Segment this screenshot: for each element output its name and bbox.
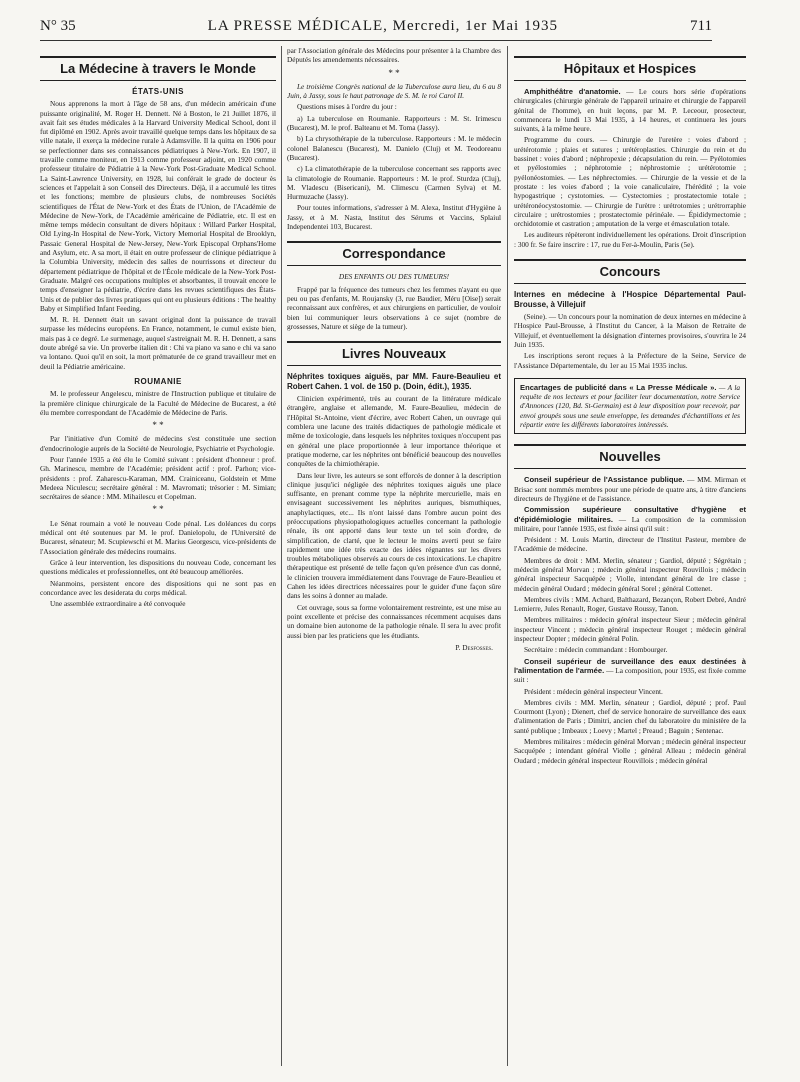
paragraph: b) La chrysothérapie de la tuberculose. Rapporteurs : M. le médecin colonel Balanescu (Bucarest), M. Danielo (Cluj) et M. Teodoreanu (Bucarest). <box>287 134 501 162</box>
section-title-correspondance: Correspondance <box>287 241 501 266</box>
section-title-concours: Concours <box>514 259 746 284</box>
item-text: — MM. Mirman et Brisac sont nommés membres pour une période de quatre ans, à titre d'anciens directeurs de l'hygiène et de l'assistance. <box>514 475 746 503</box>
subhead-etats-unis: ÉTATS-UNIS <box>132 87 184 96</box>
book-heading: Néphrites toxiques aiguës, par MM. Faure-Beaulieu et Robert Cahen. 1 vol. de 150 p. (Doin, édit.), 1935. <box>287 372 501 392</box>
paragraph: Clinicien expérimenté, très au courant de la littérature médicale étrangère, anglaise et allemande, M. Faure-Beaulieu, médecin de l'Hôpital St-Antoine, vient d'écrire, avec Robert Cahen, un ouvrage qui comblera une lacune des traités didactiques de pathologie médicale et même de toxicologie, dans lesquels les néphrites toxiques n'occupent pas en général une place proportionnée à leur importance théorique et pratique moderne, car les néphrites ont bénéficié beaucoup des nouvelles conquêtes de la chimiothérapie. <box>287 394 501 469</box>
paragraph: Questions mises à l'ordre du jour : <box>297 102 397 112</box>
header-rule <box>40 40 712 41</box>
subhead-roumanie: ROUMANIE <box>134 376 182 386</box>
paragraph: Néanmoins, persistent encore des dispositions qui ne sont pas en concordance avec les desiderata du corps médical. <box>40 578 276 597</box>
section-title-hopitaux: Hôpitaux et Hospices <box>514 56 746 81</box>
item-text: — Le cours hors série d'opérations chirurgicales (chirurgie générale de l'appareil urinaire et chirurgie de l'appareil génital de l'homme), en huit leçons, par M. P. Leceour, prosecteur, commencera le lundi 13 Mai 1935, à 14 heures, et continuera les jours suivants, à la même heure. <box>514 87 746 134</box>
section-title-medecine: La Médecine à travers le Monde <box>40 56 276 81</box>
paragraph: Membres civils : MM. Merlin, sénateur ; Gardiol, député ; prof. Paul Courmont (Lyon) ; Dienert, chef de service honoraire de surveillance des eaux d'alimentation de Paris ; Dimitri, ancien chef du laboratoire du ministère de la santé publique ; Imbeaux ; Loevy ; Martel ; Preaud ; Baguin ; Sentenac. <box>514 697 746 735</box>
separator-stars: * * <box>388 67 400 78</box>
paragraph: Président : médecin général inspecteur Vincent. <box>524 686 663 696</box>
paragraph: par l'Association générale des Médecins pour présenter à la Chambre des Députés les amendements nécessaires. <box>287 46 501 65</box>
section-title-nouvelles: Nouvelles <box>514 444 746 469</box>
paragraph: (Seine). — Un concours pour la nomination de deux internes en médecine à l'Hospice Paul-Brousse, à l'Institut du Cancer, à la Maison de Retraite de Villejuif, et éventuellement la désignation d'internes provisoires, s'ouvrira le 24 Juin 1935. <box>514 312 746 349</box>
column-middle <box>287 46 501 1066</box>
item-lead: Commission supérieure consultative d'hygiène et d'épidémiologie militaires. <box>514 505 746 524</box>
paragraph: Le troisième Congrès national de la Tuberculose aura lieu, du 6 au 8 Juin, à Jassy, sous le haut patronage de S. M. le roi Carol II. <box>287 81 501 101</box>
paragraph: Cet ouvrage, sous sa forme volontairement restreinte, est une mise au point excellente et précise des connaissances récemment acquises dans un domaine bien autonome de la pathologie rénale. Il sera lu avec profit aussi bien par les praticiens que les étudiants. <box>287 602 501 640</box>
paragraph: Pour toutes informations, s'adresser à M. Alexa, Institut d'Hygiène à Jassy, et à M. Nasta, Institut des Sérums et Vaccins, Splaiul Independentei 103, Bucarest. <box>287 203 501 232</box>
item-lead: Conseil supérieur de surveillance des eaux destinées à l'alimentation de l'armée. <box>514 656 746 675</box>
paragraph: Membres civils : MM. Achard, Balthazard, Bezançon, Robert Debré, André Lemierre, Jules Renault, Roger, Gustave Roussy, Tanon. <box>514 594 746 614</box>
page-number: 711 <box>690 17 712 34</box>
section-title-livres: Livres Nouveaux <box>287 341 501 366</box>
paragraph: Grâce à leur intervention, les dispositions du nouveau Code, concernant les questions médicales et professionnelles, ont été beaucoup améliorées. <box>40 557 276 577</box>
paragraph: M. R. H. Dennett était un savant original dont la puissance de travail surpasse les médecins européens. En France, notamment, le cumul existe bien, mais pas à ce degré. Le surmenage, auquel s'astreignait M. R. H. Dennett, a sans doute abrégé sa vie. Un proverbe italien dit : Chi va piano va sano e chi va sano va lontano. Quoi qu'il en soit, la mort prématurée de ce grand travailleur met en deuil la Pédiatrie américaine. <box>40 315 276 371</box>
column-divider <box>507 46 508 1066</box>
paragraph: Nous apprenons la mort à l'âge de 58 ans, d'un médecin américain d'une puissante originalité, M. Roger H. Dennett. Né à Boston, le 21 Juillet 1876, il avait fait ses études médicales à la Harvard University Medical School, dont il fut diplômé en 1902. Après avoir travaillé quelque temps dans les hôpitaux de sa ville natale, il exerça la médecine rurale à Adamsville. Il la quitta en 1906 pour se perfectionner dans ses connaissances pédiatriques à New-York. En 1907, il travaille comme moniteur, en 1913 comme professeur adjoint, en 1920 comme professeur titulaire de Pédiatrie à la New-York Post-Graduate Medical School. La Saint-Lawrence University, en 1928, lui conférait le grade de docteur ès sciences et l'appelait à son Conseil des Directeurs. Déjà, il a accumulé les titres et les fonctions; membre de plusieurs clubs, de nombreuses Sociétés scientifiques de l'État de New-York et des États de l'Union, de l'Académie de Médecine de New-York, de l'Académie américaine de Pédiatrie, etc. Il est en même temps médecin consultant de divers hôpitaux : Willard Parker Hospital, Old Lying-In Hospital de New-York, Victory Memorial Hospital de Brooklyn, Passaic General Hospital de New-Jersey, New-York Episcopal Orphans'Home and Asylum, etc. A sa mort, il était en outre professeur de clinique pédiatrique à la Columbia University, médecin des salles de nourrissons et directeur du département pédiatrique de l'hôpital et de l'École médicale de la New-York Post-Graduate. Malgré ces occupations multiples et absorbantes, il trouvait encore le temps d'enseigner la pédiatrie, d'écrire dans les revues scientifiques des États-Unis et de publier des livres pratiques qui ont eu plusieurs éditions : The healthy Baby et Simplified Infant Feeding. <box>40 99 276 313</box>
paragraph <box>514 657 746 685</box>
running-header <box>40 14 712 38</box>
item-text: — La composition de la commission militaire, pour l'année 1935, est fixée ainsi qu'il suit : <box>514 514 746 533</box>
item-text: — La composition, pour 1935, est fixée comme suit : <box>514 665 746 685</box>
paragraph: Pour l'année 1935 a été élu le Comité suivant : président d'honneur : prof. Gh. Marinescu, membre de l'Académie; président actif : prof. Parhon; vice-présidents : prof. Zaharescu-Karaman, MM. Crainiceanu, Goldstein et Mme Medeea Niculescu; secrétaire général : M. Mavromati; trésorier : M. Simian; secrétaires de séance : MM. Mihailescu et Copelman. <box>40 454 276 502</box>
paragraph: a) La tuberculose en Roumanie. Rapporteurs : M. St. Irimescu (Bucarest), M. le prof. Balteanu et M. Toma (Jassy). <box>287 113 501 133</box>
paragraph: Membres militaires : médecin général inspecteur Sieur ; médecin général inspecteur Vincent ; médecin général inspecteur Rouget ; médecin général inspecteur Dopter ; médecin général Polin. <box>514 615 746 644</box>
item-lead: Amphithéâtre d'anatomie. <box>524 87 621 96</box>
paragraph: Programme du cours. — Chirurgie de l'uretère : voies d'abord ; urétérotomie ; plaies et sutures ; urétéroplasties. Chirurgie du rein et du bassinet : voies d'abord ; néphropexie ; décapsulation du rein. — Pyélotomies et pyélostomies ; néphrotomie ; néphrostomie ; urétérotomie ; pyélonéostomies. — Les néphrectomies. — Chirurgie de la vessie et de la prostate : les voies d'abord ; la voie canaliculaire, l'hérédité ; la voie hypogastrique ; cystotomies. — Cystectomies ; prostatectomie totale ; urétéronéocystostomie. — Chirurgie de l'urètre : urétrotomies ; urétrorraphie circulaire ; urétrostomies ; prostatectomie périnéale. — Épididymectomie ; orchidotomie et castration ; amputation de la verge et émasculation totale. <box>514 135 746 229</box>
column-right <box>514 46 746 1066</box>
separator-stars: * * <box>152 504 164 515</box>
advert-box <box>514 378 746 434</box>
column-left <box>40 46 276 1066</box>
paragraph: Membres de droit : MM. Merlin, sénateur ; Gardiol, député ; Ségrétain ; médecin général Morvan ; médecin général inspecteur Rouvillois ; médecin général inspecteur Sacquépée ; Violle, intendant général de 1re classe ; médecin général Oudard ; médecin général Sorel ; général Cottenet. <box>514 555 746 593</box>
paragraph: Le Sénat roumain a voté le nouveau Code pénal. Les doléances du corps médical ont été soutenues par M. le prof. Danielopolu, de l'Université de Bucarest, sénateur; M. Scupiewschi et M. Marius Georgescu, vice-présidents de l'Association générale des médecins roumains. <box>40 518 276 556</box>
item-lead: Internes en médecine à l'Hospice Départemental Paul-Brousse, à Villejuif <box>514 290 746 310</box>
correspondance-subtitle: DES ENFANTS OU DES TUMEURS! <box>338 272 450 282</box>
paragraph <box>514 87 746 133</box>
item-text: — A la requête de nos lecteurs et pour faciliter leur documentation, notre Service d'Annonces (120, Bd. St-Germain) est à leur disposition pour recevoir, par envoi groupés sous une seule enveloppe, les demandes d'échantillons et les répartir entre les différents laboratoires intéressés. <box>520 382 740 430</box>
separator-stars: * * <box>152 420 164 431</box>
paragraph: Les inscriptions seront reçues à la Préfecture de la Seine, Service de l'Assistance Départementale, du 1er au 15 Mai 1935 inclus. <box>514 351 746 370</box>
signature: P. Desfosses. <box>455 642 493 652</box>
paragraph: Frappé par la fréquence des tumeurs chez les femmes n'ayant eu que peu ou pas d'enfants, M. Roujansky (3, rue Baudier, Méru [Oise]) serait reconnaissant aux confrères, et aux chirurgiens en particulier, de vouloir bien lui communiquer leurs observations à ce sujet (nombre de grossesses, Nature et siège de la tumeur). <box>287 284 501 331</box>
paragraph: Une assemblée extraordinaire a été convoquée <box>50 599 186 609</box>
paragraph <box>514 475 746 503</box>
paragraph: Par l'initiative d'un Comité de médecins s'est constituée une section d'endocrinologie auprès de la Société de Neurologie, Psychiatrie et Psychologie. <box>40 434 276 453</box>
paragraph: M. le professeur Angelescu, ministre de l'Instruction publique et titulaire de la première clinique chirurgicale de la Faculté de Médecine de Bucarest, a été élu membre correspondant de l'Académie de Médecine de Paris. <box>40 389 276 417</box>
paragraph <box>514 505 746 533</box>
paragraph: Secrétaire : médecin commandant : Hombourger. <box>524 645 668 655</box>
paragraph: c) La climatothérapie de la tuberculose concernant ses rapports avec la climatologie de Roumanie. Rapporteurs : M. le prof. Sturdza (Cluj), M. Vladescu (Bisericani), M. Climescu (Carmen Sylva) et M. Hurmuzache (Jassy). <box>287 164 501 202</box>
paragraph: Membres militaires : médecin général Morvan ; médecin général inspecteur Sacquépée ; intendant général Violle ; général Alleau ; médecin général Oudard ; médecin général inspecteur Rouvillois ; médecin général <box>514 737 746 765</box>
column-divider <box>281 46 282 1066</box>
journal-title: LA PRESSE MÉDICALE, Mercredi, 1er Mai 1935 <box>207 17 558 34</box>
item-lead: Encartages de publicité dans « La Presse Médicale ». <box>520 382 717 392</box>
issue-number: N° 35 <box>40 17 76 34</box>
paragraph: Dans leur livre, les auteurs se sont efforcés de donner à la description clinique jusqu'ici négligée des néphrites toxiques aiguës une place suffisante, en prenant comme type la néphrite mercurielle, mais en envisageant successivement les néphrites auriques, bismuthiques, anaphylactiques, etc... Ils n'ont laissé dans l'ombre aucun point des préoccupations physiopathologiques actuelles concernant la pathologie rénale, ils ont apporté dans leur texte un tel soin d'ordre, de simplification, de clarté, que le lecteur le moins averti peut se faire rapidement une idée très exacte des idées régnantes sur les divers troubles métaboliques observés au cours de ces intoxications. Le chapitre thérapeutique est présenté de telle façon qu'en présence d'un cas donné, le clinicien trouvera immédiatement dans l'ouvrage de Faure-Beaulieu et Cahen les idées directrices nécessaires pour le guider d'une façon sûre dans les soins à donner au malade. <box>287 470 501 601</box>
item-lead: Conseil supérieur de l'Assistance publique. <box>524 475 685 485</box>
paragraph: Président : M. Louis Martin, directeur de l'Institut Pasteur, membre de l'Académie de médecine. <box>514 535 746 554</box>
paragraph: Les auditeurs répèteront individuellement les opérations. Droit d'inscription : 300 fr. Se faire inscrire : 17, rue du Fer-à-Moulin, Paris (5e). <box>514 230 746 249</box>
